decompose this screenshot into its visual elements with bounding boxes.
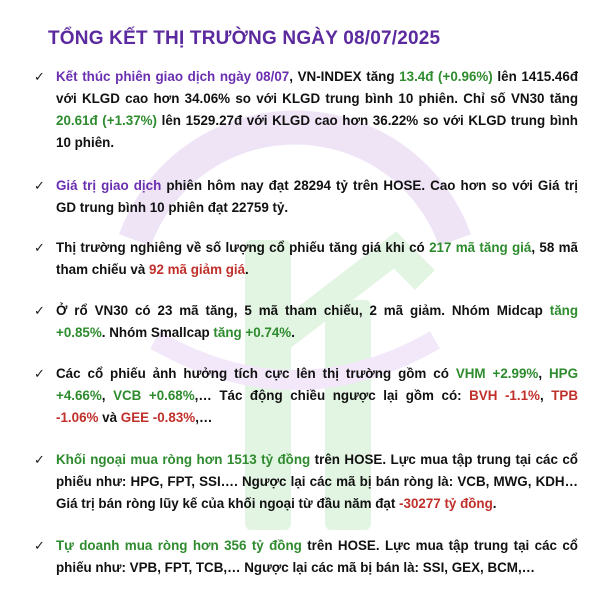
- bullet-vn30-groups: ✓ Ở rổ VN30 có 23 mã tăng, 5 mã tham chiếu, 2 mã giảm. Nhóm Midcap tăng +0.85%. Nhóm Smallcap tăng +0.74%.: [0, 300, 578, 344]
- trading-value-label: Giá trị giao dịch: [56, 178, 162, 193]
- advancers-count: 217 mã tăng giá: [429, 240, 532, 255]
- report-content: [0, 0, 600, 50]
- midcap-change: tăng +0.85%: [56, 303, 578, 340]
- vnindex-change: 13.4đ (+0.96%): [399, 69, 493, 84]
- vn30-change: 20.61đ (+1.37%): [56, 113, 158, 128]
- foreign-net-buy: Khối ngoại mua ròng hơn 1513 tỷ đồng: [56, 452, 311, 467]
- check-icon: ✓: [34, 69, 45, 84]
- bullet-foreign-investors: ✓ Khối ngoại mua ròng hơn 1513 tỷ đồng trên HOSE. Lực mua tập trung tại các cổ phiếu như: HPG, FPT, SSI…. Ngược lại các mã bị bán ròng là: VCB, MWG, KDH… Giá trị bán ròng lũy kế của khối ngoại từ đầu năm đạt -30277 tỷ đồng.: [0, 449, 578, 515]
- smallcap-change: tăng +0.74%: [213, 325, 292, 340]
- proprietary-net-buy: Tự doanh mua ròng hơn 356 tỷ đồng: [56, 538, 302, 553]
- decliners-count: 92 mã giảm giá: [149, 262, 246, 277]
- bullet-proprietary-trading: ✓ Tự doanh mua ròng hơn 356 tỷ đồng trên HOSE. Lực mua tập trung tại các cổ phiếu như: VPB, FPT, TCB,… Ngược lại các mã bị bán là: SSI, GEX, BCM,…: [0, 535, 578, 579]
- check-icon: ✓: [34, 366, 45, 381]
- bullet-market-close: ✓ Kết thúc phiên giao dịch ngày 08/07, VN-INDEX tăng 13.4đ (+0.96%) lên 1415.46đ với KLGD cao hơn 34.06% so với KLGD trung bình 10 phiên. Chỉ số VN30 tăng 20.61đ (+1.37%) lên 1529.27đ với KLGD cao hơn 36.22% so với KLGD trung bình 10 phiên.: [0, 66, 578, 154]
- session-end-text: Kết thúc phiên giao dịch ngày 08/07: [56, 69, 290, 84]
- check-icon: ✓: [34, 303, 45, 318]
- foreign-ytd-net-sell: -30277 tỷ đồng: [399, 496, 493, 511]
- bullet-breadth: ✓ Thị trường nghiêng về số lượng cổ phiếu tăng giá khi có 217 mã tăng giá, 58 mã tham chiếu và 92 mã giảm giá.: [0, 237, 578, 281]
- check-icon: ✓: [34, 452, 45, 467]
- bullet-trading-value: ✓ Giá trị giao dịch phiên hôm nay đạt 28294 tỷ trên HOSE. Cao hơn so với Giá trị GD trung bình 10 phiên đạt 22759 tỷ.: [0, 175, 578, 219]
- page-title: TỔNG KẾT THỊ TRƯỜNG NGÀY 08/07/2025: [48, 28, 441, 49]
- check-icon: ✓: [34, 240, 45, 255]
- check-icon: ✓: [34, 538, 45, 553]
- check-icon: ✓: [34, 178, 45, 193]
- bullet-impact-stocks: ✓ Các cổ phiếu ảnh hưởng tích cực lên thị trường gồm có VHM +2.99%, HPG +4.66%, VCB +0.68%,… Tác động chiều ngược lại gồm có: BVH -1.1%, TPB -1.06% và GEE -0.83%,…: [0, 363, 578, 429]
